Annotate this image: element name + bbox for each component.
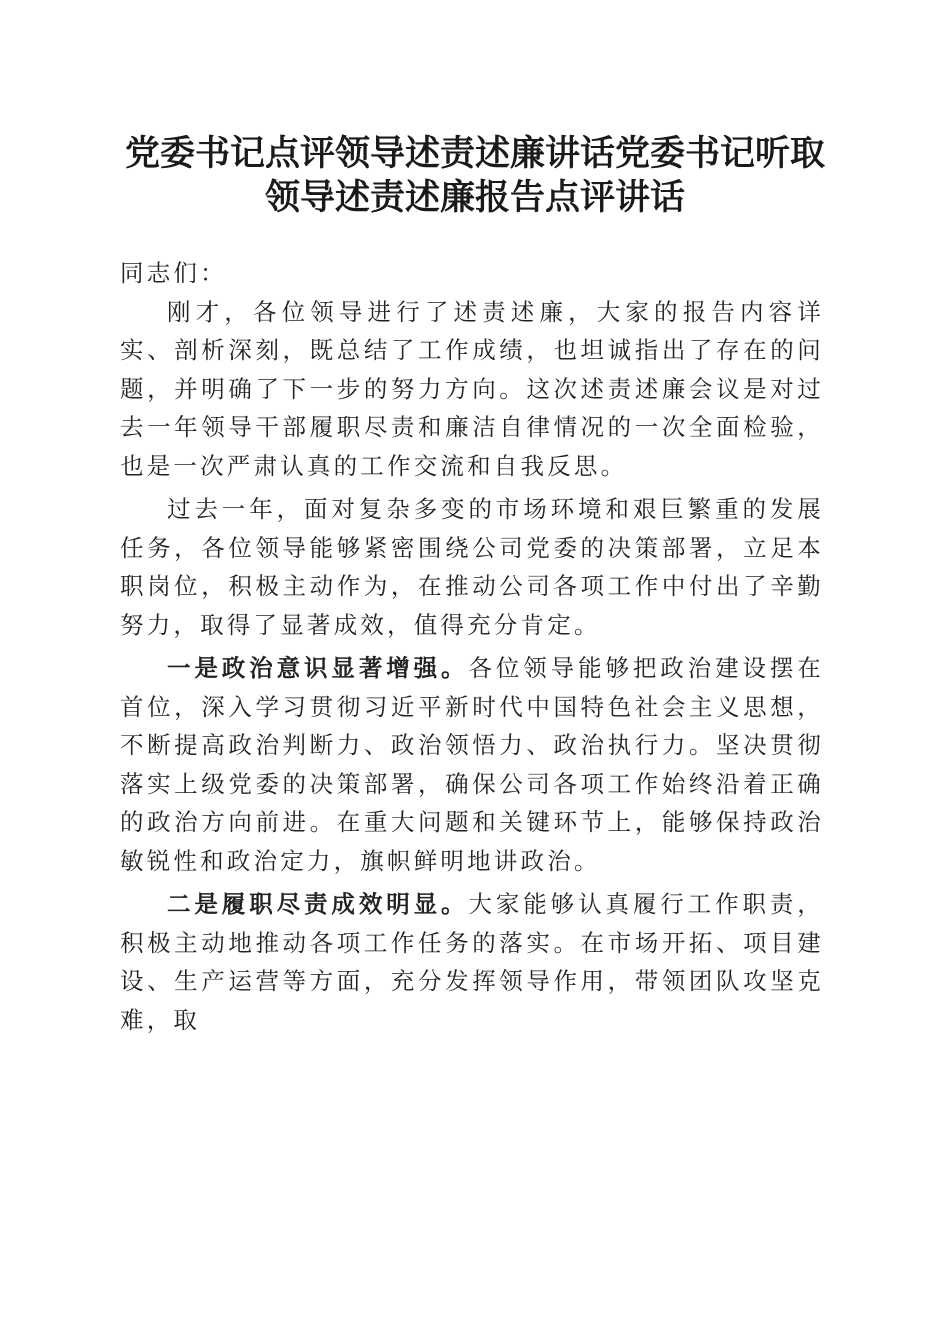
document-title (100, 132, 850, 220)
document-body (120, 254, 824, 1044)
title-line-1: 党委书记点评领导述责述廉讲话党委书记听取 (124, 133, 825, 174)
paragraph-text: 各位领导能够把政治建设摆在首位，深入学习贯彻习近平新时代中国特色社会主义思想，不断提高政治判断力、政治领悟力、政治执行力。坚决贯彻落实上级党委的决策部署，确保公司各项工作始终沿着正确的政治方向前进。在重大问题和关键环节上，能够保持政治敏锐性和政治定力，旗帜鲜明地讲政治。 (120, 654, 824, 875)
paragraph-text: 过去一年，面对复杂多变的市场环境和艰巨繁重的发展任务，各位领导能够紧密围绕公司党委的决策部署，立足本职岗位，积极主动作为，在推动公司各项工作中付出了辛勤努力，取得了显著成效，值得充分肯定。 (120, 495, 824, 639)
paragraph-lead: 一是政治意识显著增强。 (167, 654, 469, 682)
title-line-2: 领导述责述廉报告点评讲话 (264, 177, 685, 218)
paragraph-1 (120, 293, 824, 486)
paragraph-4 (120, 885, 824, 1039)
paragraph-3 (120, 649, 824, 880)
paragraph-text: 刚才，各位领导进行了述责述廉，大家的报告内容详实、剖析深刻，既总结了工作成绩，也坦诚指出了存在的问题，并明确了下一步的努力方向。这次述责述廉会议是对过去一年领导干部履职尽责和廉洁自律情况的一次全面检验，也是一次严肃认真的工作交流和自我反思。 (120, 297, 824, 480)
paragraph-text: 大家能够认真履行工作职责，积极主动地推动各项工作任务的落实。在市场开拓、项目建设、生产运营等方面，充分发挥领导作用，带领团队攻坚克难，取 (120, 890, 824, 1034)
paragraph-2 (120, 490, 824, 644)
salutation: 同志们： (120, 259, 227, 287)
paragraph-lead: 二是履职尽责成效明显。 (167, 890, 469, 918)
